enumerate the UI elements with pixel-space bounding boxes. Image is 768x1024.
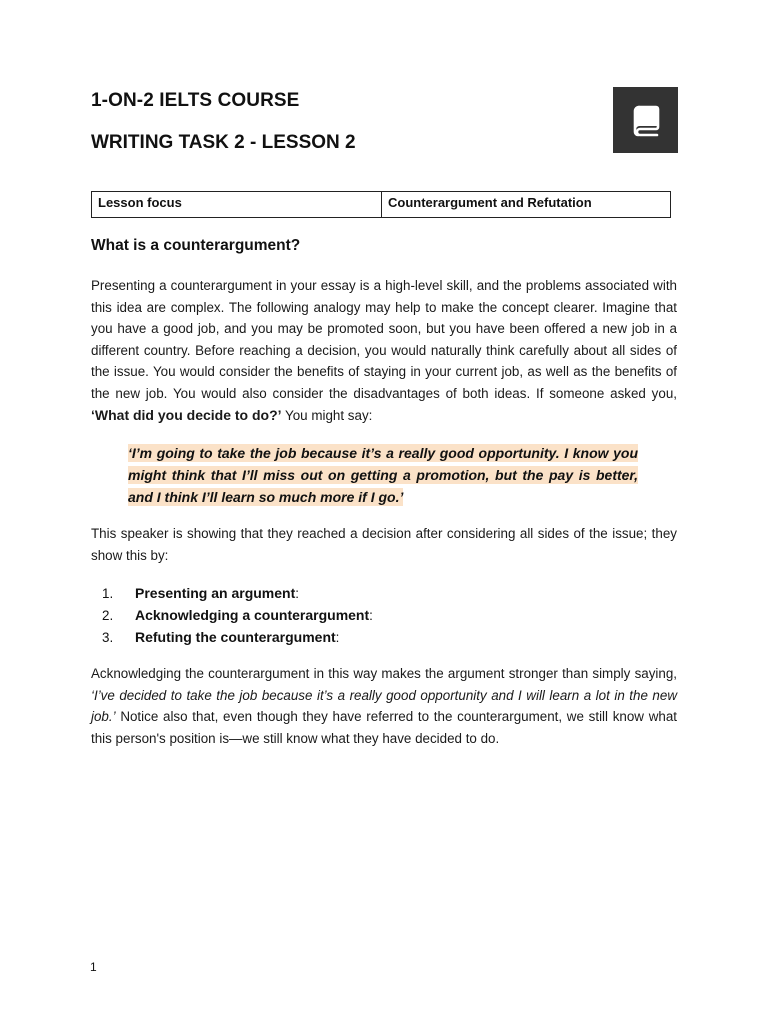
list-item: [91, 604, 373, 626]
course-title: 1-ON-2 IELTS COURSE: [91, 90, 300, 111]
conclusion-tail: Notice also that, even though they have referred to the counterargument, we still know what this person's position is—we still know what they have decided to do.: [91, 709, 677, 746]
book-icon: [628, 102, 664, 138]
example-quote-text: ‘I’m going to take the job because it’s a really good opportunity. I know you might think that I’ll miss out on getting a promotion, but the pay is better, and I think I’ll learn so much more if I go.’: [128, 445, 638, 505]
decision-question: ‘What did you decide to do?’: [91, 406, 282, 423]
list-item-suffix: :: [335, 630, 340, 645]
list-item: [91, 582, 373, 604]
page-number: 1: [90, 960, 97, 974]
list-item-suffix: :: [369, 608, 373, 623]
explanation-paragraph: This speaker is showing that they reached a decision after considering all sides of the issue; they show this by:: [91, 526, 677, 563]
lesson-title: WRITING TASK 2 - LESSON 2: [91, 132, 356, 153]
book-badge: [613, 87, 678, 153]
list-item-number: 1.: [102, 586, 114, 601]
steps-list: [91, 582, 373, 648]
list-item-number: 3.: [102, 630, 114, 645]
list-item-suffix: :: [295, 586, 299, 601]
conclusion-paragraph: [91, 663, 677, 749]
list-item-term: Acknowledging a counterargument: [135, 607, 370, 623]
lesson-focus-value: Counterargument and Refutation: [382, 192, 671, 218]
conclusion-lead: Acknowledging the counterargument in this way makes the argument stronger than simply saying,: [91, 666, 677, 681]
list-item-number: 2.: [102, 608, 114, 623]
example-quote: [128, 442, 638, 508]
conclusion-quote: ‘I’ve decided to take the job because it’s a really good opportunity and I will learn a lot in the new job.’: [91, 687, 677, 725]
lesson-focus-table: [91, 191, 671, 218]
lesson-focus-label: Lesson focus: [92, 192, 382, 218]
list-item: [91, 626, 373, 648]
list-item-term: Refuting the counterargument: [135, 629, 336, 645]
lesson-focus-row: [92, 192, 671, 218]
intro-paragraph-tail: You might say:: [285, 407, 373, 423]
intro-paragraph-text: Presenting a counterargument in your essay is a high-level skill, and the problems associated with this idea are complex. The following analogy may help to make the concept clearer. Imagine that you have a good job, and you may be promoted soon, but you have been offered a new job in a different country. Before reaching a decision, you would naturally think carefully about all sides of the issue. You would consider the benefits of staying in your current job, as well as the benefits of the new job. You would also consider the disadvantages of both ideas. If someone asked you,: [91, 278, 677, 401]
intro-paragraph: [91, 275, 677, 426]
section-heading: What is a counterargument?: [91, 237, 301, 254]
list-item-term: Presenting an argument: [135, 585, 296, 601]
